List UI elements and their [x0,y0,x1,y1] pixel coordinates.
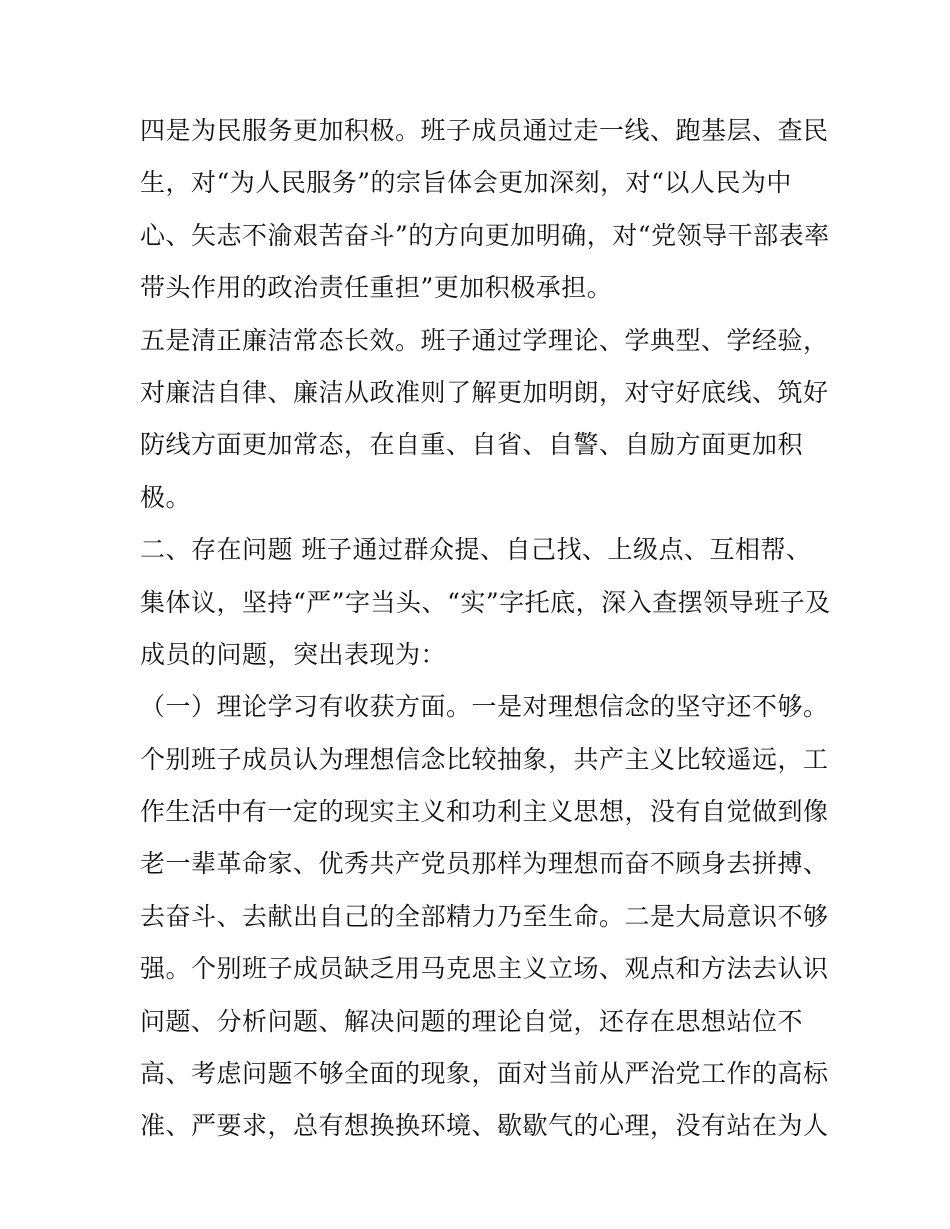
text-line: 集体议，坚持“严”字当头、“实”字托底，深入查摆领导班子及 [140,587,831,617]
text-line: 老一辈革命家、优秀共产党员那样为理想而奋不顾身去拼搏、 [140,849,829,879]
text-line: 生，对“为人民服务”的宗旨体会更加深刻，对“以人民为中 [140,168,792,198]
text-line: 对廉洁自律、廉洁从政准则了解更加明朗，对守好底线、筑好 [140,377,829,407]
text-line: 防线方面更加常态，在自重、自省、自警、自励方面更加积 [140,430,804,460]
text-line: 准、严要求，总有想换换环境、歇歇气的心理，没有站在为人 [140,1111,829,1141]
text-line: 高、考虑问题不够全面的现象，面对当前从严治党工作的高标 [140,1059,829,1089]
text-line: （一）理论学习有收获方面。一是对理想信念的坚守还不够。 [140,692,829,722]
text-line: 五是清正廉洁常态长效。班子通过学理论、学典型、学经验， [140,325,829,355]
document-body [140,109,831,1157]
text-line: 个别班子成员认为理想信念比较抽象，共产主义比较遥远，工 [140,744,829,774]
text-line: 四是为民服务更加积极。班子成员通过走一线、跑基层、查民 [140,116,829,145]
text-line: 极。 [140,482,192,512]
text-line: 心、矢志不渝艰苦奋斗”的方向更加明确，对“党领导干部表率 [140,220,830,250]
text-line: 强。个别班子成员缺乏用马克思主义立场、观点和方法去认识 [140,954,829,984]
text-line: 作生活中有一定的现实主义和功利主义思想，没有自觉做到像 [140,797,829,827]
text-line: 成员的问题，突出表现为： [140,639,447,669]
text-line: 去奋斗、去献出自己的全部精力乃至生命。二是大局意识不够 [140,901,829,931]
text-line: 带头作用的政治责任重担”更加积极承担。 [140,273,613,303]
text-line: 二、存在问题 班子通过群众提、自己找、上级点、互相帮、 [140,535,812,565]
text-line: 问题、分析问题、解决问题的理论自觉，还存在思想站位不 [140,1006,804,1036]
